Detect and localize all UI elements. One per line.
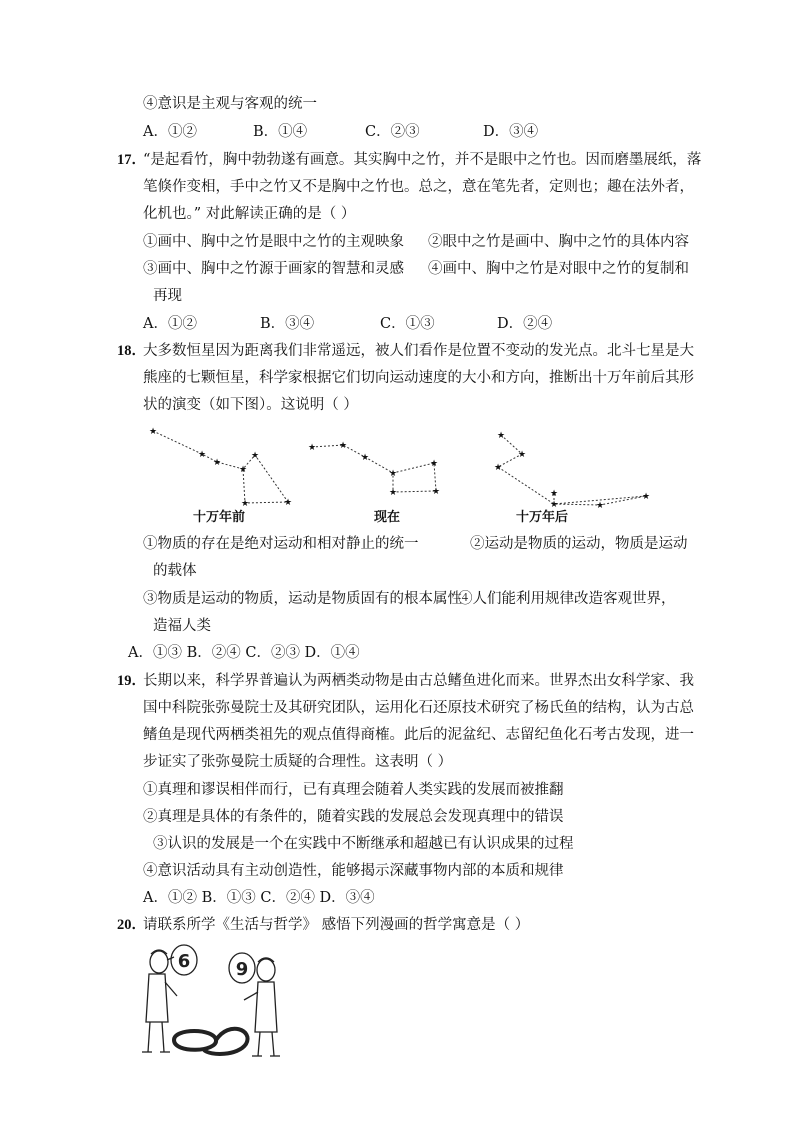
- dipper-future-lines: [498, 435, 646, 505]
- star-icon: ★: [212, 458, 222, 468]
- star-icon: ★: [388, 488, 398, 498]
- statement-4: ④意识活动具有主动创造性，能够揭示深藏事物内部的本质和规律: [143, 863, 564, 879]
- star-icon: ★: [496, 431, 506, 441]
- question-stem-line: 国中科院张弥曼院士及其研究团队，运用化石还原技术研究了杨氏鱼的结构，认为古总: [143, 700, 694, 716]
- figure-label-future: 十万年后: [516, 510, 569, 525]
- option-d: D．③④: [483, 124, 539, 140]
- statement-4-cont: 造福人类: [153, 618, 211, 634]
- star-icon: ★: [148, 427, 158, 437]
- star-icon: ★: [388, 469, 398, 479]
- star-icon: ★: [307, 443, 317, 453]
- statement-4: ④意识是主观与客观的统一: [143, 96, 317, 112]
- left-man-body: [146, 974, 168, 1022]
- star-icon: ★: [431, 487, 441, 497]
- question-stem-line: 熊座的七颗恒星，科学家根据它们切向运动速度的大小和方向，推断出十万年前后其形: [143, 370, 694, 386]
- question-stem-line: 步证实了张弥曼院士质疑的合理性。这表明（ ）: [143, 754, 453, 770]
- option-a: A．①②: [143, 124, 197, 140]
- star-icon: ★: [240, 499, 250, 509]
- star-icon: ★: [641, 492, 651, 502]
- statement-2: ②眼中之竹是画中、胸中之竹的具体内容: [428, 234, 689, 250]
- option-d: D．②④: [497, 316, 553, 332]
- figure-label-present: 现在: [374, 510, 401, 525]
- right-bubble-text: 9: [235, 959, 249, 980]
- star-icon: ★: [360, 453, 370, 463]
- statement-2-cont: 的载体: [153, 563, 197, 579]
- cartoon-illustration: [134, 940, 294, 1065]
- question-stem-line: “是起看竹，胸中勃勃遂有画意。其实胸中之竹，并不是眼中之竹也。因而磨墨展纸，落: [143, 152, 702, 168]
- star-icon: ★: [429, 459, 439, 469]
- statement-1: ①画中、胸中之竹是眼中之竹的主观映象: [143, 234, 404, 250]
- question-number: 20．: [117, 917, 146, 933]
- option-b: B．①④: [253, 124, 308, 140]
- statement-3: ③认识的发展是一个在实践中不断继承和超越已有认识成果的过程: [153, 836, 574, 852]
- question-stem-line: 状的演变（如下图）。这说明（ ）: [143, 397, 358, 413]
- question-stem-line: 请联系所学《生活与哲学》 感悟下列漫画的哲学寓意是（ ）: [143, 917, 530, 933]
- ground-number-loop: [174, 1031, 216, 1050]
- star-icon: ★: [338, 441, 348, 451]
- option-a: A．①②: [143, 316, 197, 332]
- star-icon: ★: [283, 498, 293, 508]
- statement-2: ②真理是具体的有条件的，随着实践的发展总会发现真理中的错误: [143, 809, 564, 825]
- dipper-present-lines: [312, 445, 439, 492]
- option-b: B．③④: [260, 316, 315, 332]
- star-icon: ★: [238, 465, 248, 475]
- option-c: C．①③: [380, 316, 435, 332]
- star-icon: ★: [517, 450, 527, 460]
- question-number: 17．: [117, 152, 146, 168]
- answer-options: A．①② B．①③ C．②④ D．③④: [143, 890, 375, 906]
- statement-4: ④画中、胸中之竹是对眼中之竹的复制和: [428, 261, 689, 277]
- statement-2: ②运动是物质的运动，物质是运动: [470, 536, 688, 552]
- statement-3: ③物质是运动的物质，运动是物质固有的根本属性: [143, 591, 462, 607]
- star-icon: ★: [197, 450, 207, 460]
- question-stem-line: 笔倏作变相，手中之竹又不是胸中之竹也。总之，意在笔先者，定则也；趣在法外者，: [143, 179, 694, 195]
- star-icon: ★: [493, 463, 503, 473]
- option-c: C．②③: [365, 124, 420, 140]
- star-icon: ★: [549, 489, 559, 499]
- star-icon: ★: [595, 501, 605, 511]
- right-man-head: [257, 959, 275, 981]
- statement-4: ④人们能利用规律改造客观世界，: [458, 591, 676, 607]
- question-stem-line: 长期以来，科学界普遍认为两栖类动物是由古总鳍鱼进化而来。世界杰出女科学家、我: [143, 673, 694, 689]
- statement-4-cont: 再现: [153, 288, 182, 304]
- star-icon: ★: [549, 500, 559, 510]
- statement-1: ①真理和谬误相伴而行，已有真理会随着人类实践的发展而被推翻: [143, 782, 564, 798]
- question-stem-line: 大多数恒星因为距离我们非常遥远，被人们看作是位置不变动的发光点。北斗七星是大: [143, 343, 694, 359]
- left-man-head: [150, 951, 168, 973]
- star-icon: ★: [250, 451, 260, 461]
- answer-options: A．①③ B．②④ C．②③ D．①④: [128, 645, 360, 661]
- question-number: 18．: [117, 343, 146, 359]
- question-stem-line: 鳍鱼是现代两栖类祖先的观点值得商榷。此后的泥盆纪、志留纪鱼化石考古发现，进一: [143, 727, 694, 743]
- statement-3: ③画中、胸中之竹源于画家的智慧和灵感: [143, 261, 404, 277]
- question-number: 19．: [117, 673, 146, 689]
- question-stem-line: 化机也。” 对此解读正确的是（ ）: [143, 206, 356, 222]
- statement-1: ①物质的存在是绝对运动和相对静止的统一: [143, 536, 419, 552]
- figure-label-past: 十万年前: [193, 510, 246, 525]
- right-man-body: [255, 982, 277, 1032]
- left-bubble-text: 6: [177, 951, 191, 972]
